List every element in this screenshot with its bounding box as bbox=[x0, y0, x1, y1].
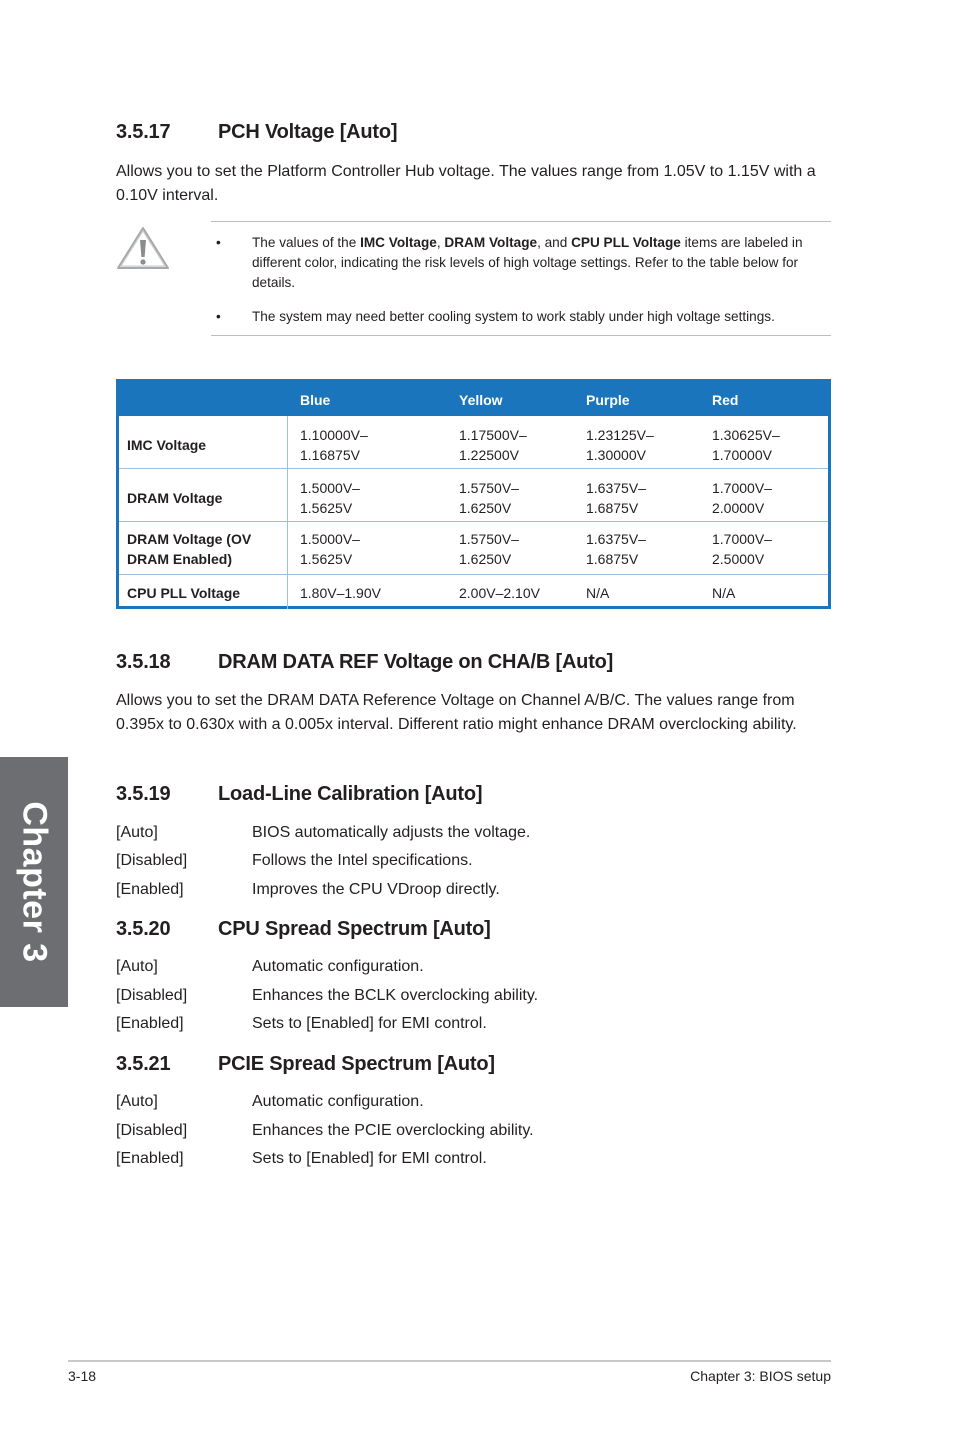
page-number: 3-18 bbox=[68, 1368, 97, 1384]
option-row: [Auto] Automatic configuration. bbox=[116, 958, 424, 975]
option-row: [Auto] Automatic configuration. bbox=[116, 1093, 424, 1110]
table-header-purple: Purple bbox=[586, 392, 630, 408]
section-heading-3-5-21: 3.5.21 PCIE Spread Spectrum [Auto] bbox=[116, 1053, 495, 1075]
note-item-2: • The system may need better cooling system to work stably under high voltage settings. bbox=[216, 309, 775, 324]
section-body-3-5-17: Allows you to set the Platform Controller Hub voltage. The values range from 1.05V to 1.15V with a 0.10V interval. bbox=[116, 163, 816, 204]
section-body-3-5-18: Allows you to set the DRAM DATA Reference Voltage on Channel A/B/C. The values range from 0.395x to 0.630x with a 0.005x interval. Different ratio might enhance DRAM overclocking ability. bbox=[116, 692, 797, 733]
table-row: DRAM Voltage 1.5000V– 1.5625V 1.5750V– 1.6250V 1.6375V– 1.6875V 1.7000V– 2.0000V bbox=[119, 469, 828, 522]
table-header-red: Red bbox=[712, 392, 739, 408]
chapter-sidebar-tab bbox=[0, 757, 68, 1007]
section-heading-3-5-17: 3.5.17 PCH Voltage [Auto] bbox=[116, 121, 398, 143]
chapter-label: Chapter 3 bbox=[15, 801, 54, 963]
table-header-blue: Blue bbox=[300, 392, 331, 408]
note-item-1: • The values of the IMC Voltage, DRAM Voltage, and CPU PLL Voltage items are labeled in different color, indicating the risk levels of high voltage settings. Refer to the table below for details. bbox=[216, 235, 803, 290]
voltage-color-table bbox=[116, 379, 831, 609]
option-row: [Enabled] Sets to [Enabled] for EMI control. bbox=[116, 1150, 487, 1167]
table-header-yellow: Yellow bbox=[459, 392, 503, 408]
table-row: IMC Voltage 1.10000V– 1.16875V 1.17500V– 1.22500V 1.23125V– 1.30000V 1.30625V– 1.70000V bbox=[119, 416, 828, 469]
option-row: [Disabled] Follows the Intel specifications. bbox=[116, 852, 473, 869]
note-top-rule bbox=[211, 221, 831, 222]
table-row: DRAM Voltage (OV DRAM Enabled) 1.5000V– 1.5625V 1.5750V– 1.6250V 1.6375V– 1.6875V 1.7000V– 2.5000V bbox=[119, 522, 828, 575]
option-row: [Enabled] Sets to [Enabled] for EMI control. bbox=[116, 1015, 487, 1032]
option-row: [Auto] BIOS automatically adjusts the voltage. bbox=[116, 824, 531, 841]
table-row: CPU PLL Voltage 1.80V–1.90V 2.00V–2.10V N/A N/A bbox=[127, 585, 736, 601]
option-row: [Disabled] Enhances the PCIE overclocking ability. bbox=[116, 1122, 534, 1139]
section-heading-3-5-19: 3.5.19 Load-Line Calibration [Auto] bbox=[116, 783, 483, 805]
option-row: [Enabled] Improves the CPU VDroop directly. bbox=[116, 881, 500, 898]
section-heading-3-5-18: 3.5.18 DRAM DATA REF Voltage on CHA/B [Auto] bbox=[116, 651, 614, 673]
warning-triangle-icon bbox=[116, 224, 170, 272]
option-row: [Disabled] Enhances the BCLK overclocking ability. bbox=[116, 987, 539, 1004]
note-bottom-rule bbox=[211, 335, 831, 336]
section-heading-3-5-20: 3.5.20 CPU Spread Spectrum [Auto] bbox=[116, 918, 491, 940]
footer-chapter-title: Chapter 3: BIOS setup bbox=[690, 1368, 831, 1384]
footer-rule bbox=[68, 1360, 831, 1362]
table-header-row bbox=[119, 382, 828, 416]
